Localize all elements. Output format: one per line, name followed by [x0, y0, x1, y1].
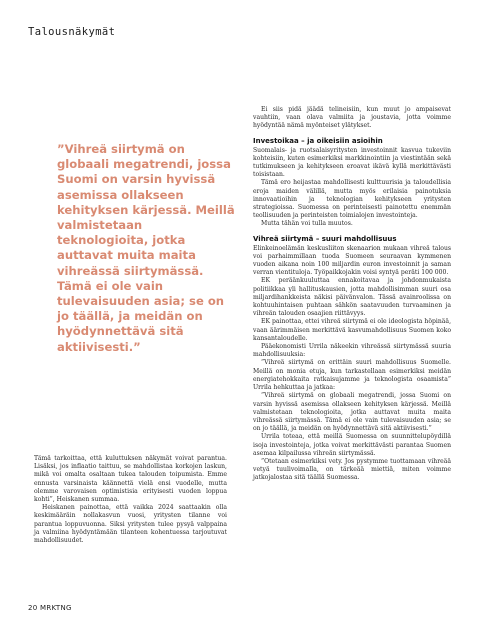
body-paragraph: Tämä tarkoittaa, että kuluttuksen näkymät voivat parantua. Lisäksi, jos inflaatio taittuu, se mahdollistaa korkojen laskun, mikä voi omalta osaltaan tukea talouden toipumista. Emme ennusta varsinaista käännettä vielä ensi vuodelle, mutta olemme varovaisen optimistisia erityisesti vuoden loppua kohti”, Heiskanen summaa. — [34, 455, 227, 504]
body-paragraph: Elinkeinoelämän keskusliiton skenaarion mukaan vihreä talous voi parhaimmillaan tuoda Suomeen seuraavan kymmenen vuoden aikana noin 100 miljardin euron investoinnit ja saman verran vientituloja. Työpaikkojakin voisi syntyä peräti 100 000. — [253, 244, 451, 277]
body-paragraph: ”Vihreä siirtymä on globaali megatrendi, jossa Suomi on varsin hyvissä asemissa ollakseen kehityksen kärjessä. Meillä valmistetaan teknologioita, jotka auttavat muita maita vihreässä siirtymässä. Tämä ei ole vain tulevaisuuden asia; se on jo täällä, ja meidän on hyödynnettävä sitä aktiivisesti.” — [253, 392, 451, 433]
body-paragraph: Heiskanen painottaa, että vaikka 2024 saattaakin olla keskimääräin nollakasvun vuosi, yritysten tilanne voi parantua loppuvuonna. Siksi yritysten tulee pysyä valppaina ja valmiina hyödyntämään tilanteen kohentuessa tarjoutuvat mahdollisuudet. — [34, 504, 227, 545]
body-paragraph: Pääekonomisti Urrila näkeekin vihreässä siirtymässä suuria mahdollisuuksia: — [253, 343, 451, 359]
right-column — [253, 106, 451, 483]
body-paragraph: Urrila toteaa, että meillä Suomessa on suunnittelupöydillä isoja investointeja, jotka voivat merkittävästi parantaa Suomen asemaa kilpailussa vihreän siirtymässä. — [253, 433, 451, 457]
body-paragraph: ”Otetaan esimerkiksi vety. Jos pystymme tuottamaan vihreää vetyä tuulivoimalla, on tärkeää miettiä, miten voimme jatkojalostaa sitä täällä Suomessa. — [253, 457, 451, 482]
body-paragraph: ”Vihreä siirtymä on erittäin suuri mahdollisuus Suomelle. Meillä on monia etuja, kun tarkastellaan esimerkiksi meidän energiatehokkaita ratkaisujamme ja teknologista osaamista” Urrila hehkuttaa ja jatkaa: — [253, 359, 451, 392]
body-paragraph: EK peräänkuuluttaa ennakoitavaa ja johdonmukaista politiikkaa yli hallituskausien, jotta mahdollisimman suuri osa miljardihankkeista näkisi päivänvalon. Tässä avainroolissa on kohtuuhintaisen puhtaan sähkön saatavuuden turvaaminen ja vihreän talouden osaajien riittävyys. — [253, 277, 451, 318]
left-column — [34, 455, 227, 545]
body-paragraph: Ei siis pidä jäädä telineisiin, kun muut jo ampaisevat vauhtiin, vaan olava valmiita ja joustavia, jotta voimme hyödyntää nämä myönteiset ylätykset. — [253, 106, 451, 130]
section-label: Talousnäkymät — [28, 26, 116, 38]
pull-quote: ”Vihreä siirtymä on globaali megatrendi, jossa Suomi on varsin hyvissä asemissa ollakseen kehityksen kärjessä. Meillä valmistetaan teknologioita, jotka auttavat muita maita vihreässä siirtymässä. Tämä ei ole vain tulevaisuuden asia; se on jo täällä, ja meidän on hyödynnettävä sitä aktiivisesti.” — [57, 142, 235, 354]
body-paragraph: EK painottaa, ettei vihreä siirtymä ei ole ideologista höpinää, vaan äärimmäisen merkittävä kasvumahdollisuus Suomen koko kansantaloudelle. — [253, 318, 451, 342]
body-paragraph: Tämä ero heijastaa mahdollisesti kulttuurisia ja taloudellisia eroja maiden välillä, mutta myös erilaisia painotuksia innovaatioihin ja teknologian kehitykseen yritysten strategioissa. Suomessa on perinteisesti painotettu enemmän teollisuuden ja perinteisten toimialojen investointeja. — [253, 179, 451, 220]
page-footer: 20 MRKTNG — [28, 604, 72, 612]
subheading-green-transition: Vihreä siirtymä – suuri mahdollisuus — [253, 234, 397, 243]
body-paragraph: Suomalais- ja ruotsalaisyritysten investoinnit kasvua tukeviin kohteisiin, kuten esimerkiksi markkinointiin ja viestintään sekä tutkimukseen ja kehitykseen eroavat ikävä kyllä merkittävästi toisistaan. — [253, 146, 451, 179]
body-paragraph: Mutta tähän voi tulla muutos. — [261, 220, 353, 228]
subheading-investments: Investoikaa – ja oikeisiin asioihin — [253, 136, 383, 145]
